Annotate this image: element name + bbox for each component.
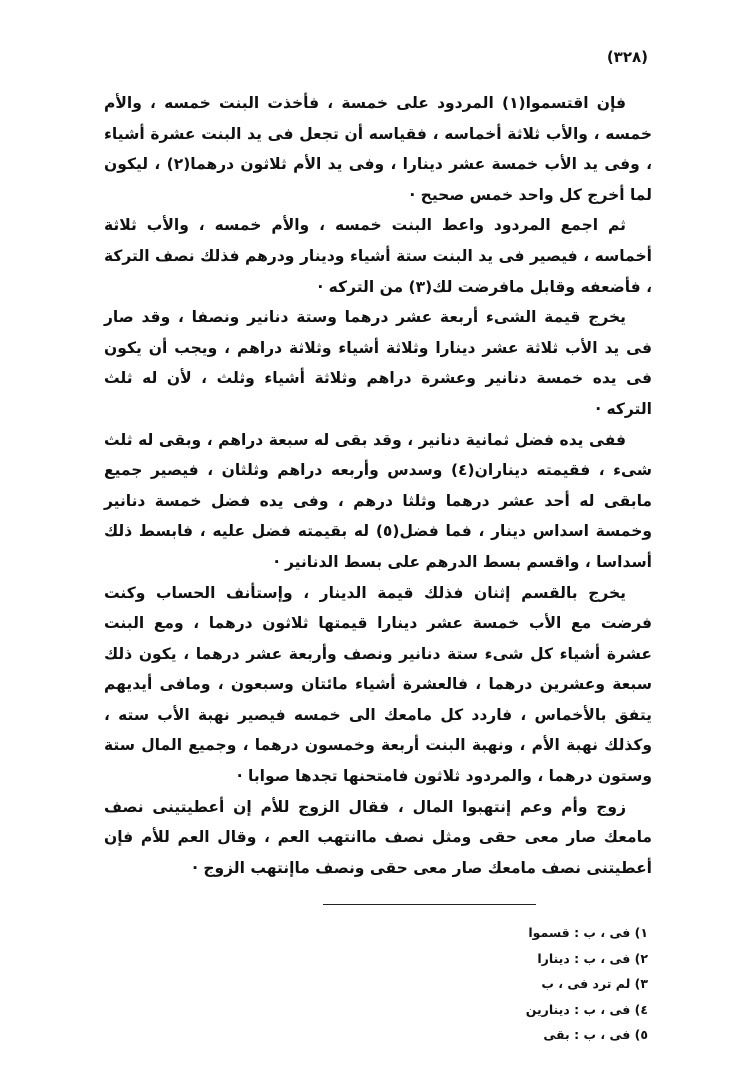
footnote-5: ٥) فى ، ب : بقى: [543, 1027, 648, 1042]
paragraph-2: ثم اجمع المردود واعط البنت خمسه ، والأم خمسه ، والأب ثلاثة أخماسه ، فيصير فى يد البنت ستة أشياء ودينار ودرهم فذلك نصف التركة ، فأضعفه وقابل مافرضت لك(٣) من التركه ·: [104, 216, 652, 296]
paragraph-3: يخرج قيمة الشىء أربعة عشر درهما وستة دنانير ونصفا ، وقد صار فى يد الأب ثلاثة عشر دينارا وثلاثة أشياء وثلاثة دراهم ، ويجب أن يكون فى يده خمسة دنانير وعشرة دراهم وثلاثة أشياء وثلث ، لأن له ثلث التركه ·: [104, 308, 652, 418]
page-number: (٣٢٨): [606, 48, 648, 66]
paragraph-6: زوج وأم وعم إنتهبوا المال ، فقال الزوج للأم إن أعطيتينى نصف مامعك صار معى حقى ومثل نصف ماانتهب العم ، وقال العم للأم فإن أعطيتنى نصف مامعك صار معى حقى ونصف ماإنتهب الزوج ·: [104, 797, 652, 877]
footnotes: [388, 920, 648, 1048]
footnote-4: ٤) فى ، ب : دينارين: [525, 1001, 648, 1017]
paragraph-4: ففى يده فضل ثمانية دنانير ، وقد بقى له سبعة دراهم ، وبقى له ثلث شىء ، فقيمته ديناران(٤) وسدس وأربعه دراهم وثلثان ، فيصير جميع مابقى له أحد عشر درهما وثلثا درهم ، وفى يده فضل خمسة دنانير وخمسة اسداس دينار ، فما فضل(٥) له بقيمته فضل عليه ، فابسط ذلك أسداسا ، واقسم بسط الدرهم على بسط الدنانير ·: [104, 430, 653, 571]
footnote-3: ٣) لم ترد فى ، ب: [541, 976, 648, 991]
paragraph-1: فإن اقتسموا(١) المردود على خمسة ، فأخذت البنت خمسه ، والأم خمسه ، والأب ثلاثة أخماسه ، فقياسه أن تجعل فى يد البنت عشرة أشياء ، وفى يد الأب خمسة عشر دينارا ، وفى يد الأم ثلاثون درهما(٢) ، ليكون لما أخرج كل واحد خمس صحيح ·: [104, 94, 653, 204]
body-text: [104, 88, 652, 883]
footnote-2: ٢) فى ، ب : دينارا: [537, 950, 648, 966]
paragraph-5: يخرج بالقسم إثنان فذلك قيمة الدينار ، وإستأنف الحساب وكنت فرضت مع الأب خمسة عشر دينارا قيمتها ثلاثون درهما ، ومع البنت عشرة أشياء كل شىء ستة دنانير ونصف وأربعة عشر درهما ، يكون ذلك سبعة وعشرين درهما ، فالعشرة أشياء مائتان وسبعون ، ومافى أيديهم يتفق بالأخماس ، فاردد كل مامعك الى خمسه فيصير نهبة الأب سته ، وكذلك نهبة الأم ، ونهبة البنت أربعة وخمسون درهما ، وجميع المال ستة وستون درهما ، والمردود ثلاثون فامتحنها تجدها صوابا ·: [104, 583, 652, 786]
footnote-divider: [323, 904, 536, 905]
footnote-1: ١) فى ، ب : قسموا: [528, 925, 648, 940]
